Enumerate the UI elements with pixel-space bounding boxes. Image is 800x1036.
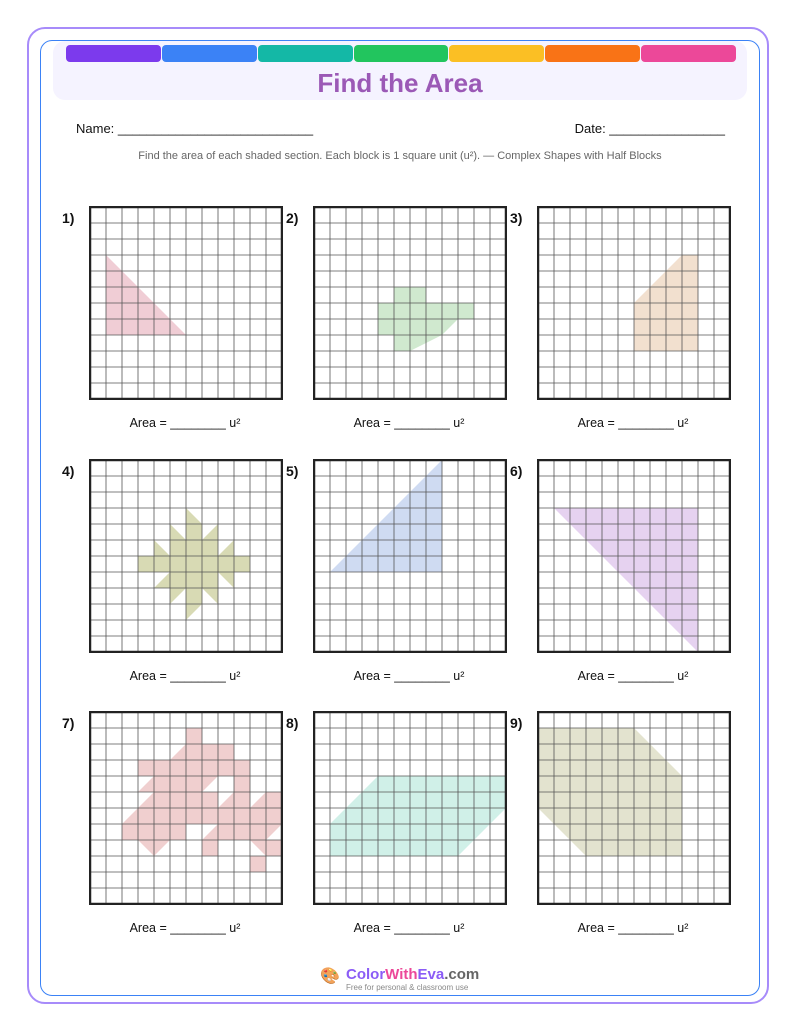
area-grid [89, 206, 283, 400]
shaded-cell [250, 856, 266, 872]
shaded-cell [138, 808, 154, 824]
shaded-cell [186, 792, 202, 808]
shaded-cell [170, 792, 186, 808]
color-bar-7 [641, 45, 736, 62]
problem-2 [286, 206, 537, 446]
shaded-cell [186, 776, 202, 792]
shaded-cell [250, 808, 266, 824]
area-answer-line: Area = ________ u² [577, 669, 689, 683]
shaded-cell [122, 808, 138, 824]
color-bar-3 [258, 45, 353, 62]
shaded-cell [202, 776, 218, 792]
shaded-cell [266, 808, 282, 824]
shaded-cell [250, 792, 266, 808]
shaded-cell [218, 824, 234, 840]
brand-with: With [385, 966, 418, 983]
shaded-cell [154, 808, 170, 824]
area-grid [89, 711, 283, 905]
problem-number: 3) [510, 210, 523, 226]
shaded-cell [234, 792, 250, 808]
area-grid [89, 459, 283, 653]
shaded-cell [170, 776, 186, 792]
shaded-cell [154, 760, 170, 776]
area-answer-line: Area = ________ u² [577, 921, 689, 935]
shaded-cell [122, 824, 138, 840]
shaded-cell [138, 760, 154, 776]
problem-8 [286, 711, 537, 951]
area-answer-line: Area = ________ u² [129, 416, 241, 430]
shaded-cell [186, 808, 202, 824]
color-bar-4 [354, 45, 449, 62]
problem-1 [62, 206, 313, 446]
shaded-cell [218, 760, 234, 776]
problem-4 [62, 459, 313, 699]
shaded-cell [138, 792, 154, 808]
color-bar-5 [449, 45, 544, 62]
brand-domain: .com [444, 966, 480, 983]
shaded-cell [170, 744, 186, 760]
shaded-cell [234, 776, 250, 792]
area-answer-line: Area = ________ u² [353, 416, 465, 430]
shaded-cell [138, 824, 154, 840]
shaded-cell [234, 824, 250, 840]
shaded-cell [266, 824, 282, 840]
shaded-cell [218, 744, 234, 760]
brand-eva: Eva [417, 966, 445, 983]
date-field: Date: ________________ [574, 121, 725, 136]
color-bar-2 [162, 45, 257, 62]
shaded-cell [202, 808, 218, 824]
shaded-cell [186, 728, 202, 744]
problem-6 [510, 459, 761, 699]
area-answer-line: Area = ________ u² [129, 921, 241, 935]
brand-color: Color [346, 966, 386, 983]
problem-number: 7) [62, 715, 75, 731]
shaded-cell [170, 808, 186, 824]
shaded-cell [186, 760, 202, 776]
shaded-cell [234, 760, 250, 776]
problem-number: 6) [510, 463, 523, 479]
shaded-cell [186, 744, 202, 760]
problem-number: 4) [62, 463, 75, 479]
instructions: Find the area of each shaded section. Each block is 1 square unit (u²). — Complex Shapes with Half Blocks [138, 150, 662, 162]
shaded-cell [202, 792, 218, 808]
shaded-cell [250, 840, 266, 856]
area-answer-line: Area = ________ u² [577, 416, 689, 430]
area-grid [313, 459, 507, 653]
problem-3 [510, 206, 761, 446]
shaded-cell [154, 840, 170, 856]
palette-icon: 🎨 [320, 968, 340, 985]
shaded-cell [170, 824, 186, 840]
shaded-cell [170, 760, 186, 776]
area-grid [537, 711, 731, 905]
shaded-shape [330, 460, 442, 572]
shaded-cell [138, 840, 154, 856]
page-title: Find the Area [317, 68, 483, 98]
area-grid [313, 206, 507, 400]
problem-number: 9) [510, 715, 523, 731]
color-bar-strip [66, 45, 736, 62]
shaded-cell [202, 824, 218, 840]
area-grid [537, 206, 731, 400]
area-grid [537, 459, 731, 653]
shaded-cell [234, 808, 250, 824]
shaded-cell [138, 776, 154, 792]
problem-9 [510, 711, 761, 951]
area-answer-line: Area = ________ u² [353, 669, 465, 683]
shaded-cell [154, 824, 170, 840]
problem-number: 1) [62, 210, 75, 226]
name-field: Name: ___________________________ [76, 121, 314, 136]
problem-number: 2) [286, 210, 299, 226]
shaded-shape [106, 255, 186, 335]
shaded-cell [154, 776, 170, 792]
color-bar-6 [545, 45, 640, 62]
shaded-cell [202, 760, 218, 776]
shaded-cell [202, 744, 218, 760]
problem-number: 5) [286, 463, 299, 479]
shaded-shape [554, 508, 698, 652]
shaded-shape [330, 776, 506, 856]
shaded-cell [266, 792, 282, 808]
area-grid [313, 711, 507, 905]
shaded-cell [218, 808, 234, 824]
shaded-cell [250, 824, 266, 840]
shaded-cell [266, 840, 282, 856]
area-answer-line: Area = ________ u² [129, 669, 241, 683]
tagline: Free for personal & classroom use [346, 983, 469, 992]
area-answer-line: Area = ________ u² [353, 921, 465, 935]
shaded-cell [218, 792, 234, 808]
problem-5 [286, 459, 537, 699]
color-bar-1 [66, 45, 161, 62]
shaded-cell [202, 840, 218, 856]
problem-7 [62, 711, 313, 951]
problem-number: 8) [286, 715, 299, 731]
shaded-shape [138, 508, 250, 620]
shaded-cell [154, 792, 170, 808]
